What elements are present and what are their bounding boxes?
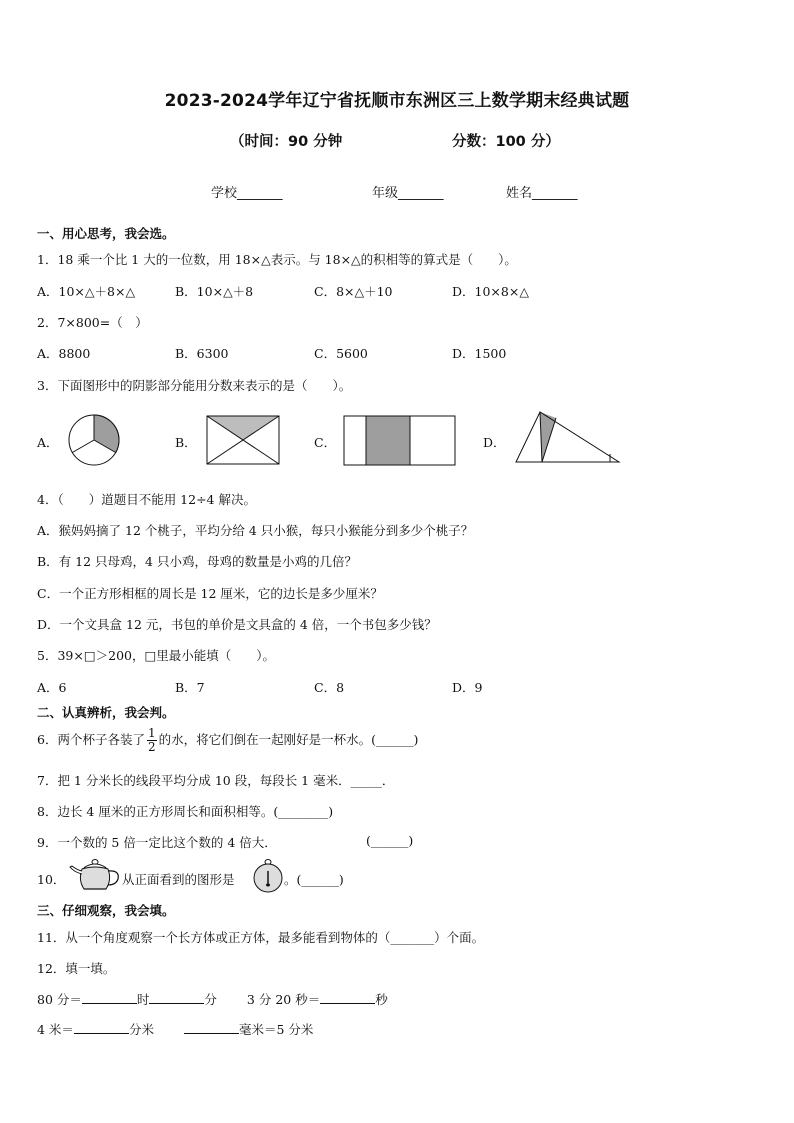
question-9: 9．一个数的 5 倍一定比这个数的 4 倍大． [37, 835, 277, 850]
one-half-fraction [147, 727, 157, 754]
q6-text-after: 的水，将它们倒在一起刚好是一杯水。(______) [158, 732, 419, 747]
section-heading-3: 三、仔细观察，我会填。 [37, 903, 175, 918]
q4-option-c: C．一个正方形相框的周长是 12 厘米，它的边长是多少厘米？ [37, 586, 383, 601]
q6-text-before: 6．两个杯子各装了 [37, 732, 145, 747]
question-1: 1．18 乘一个比 1 大的一位数，用 18×△表示。与 18×△的积相等的算式是（ ）。 [37, 252, 517, 267]
q12-l1-part-a: 80 分＝ [37, 992, 82, 1007]
rectangle-thirds-figure [343, 415, 456, 466]
fill-blank [74, 1020, 129, 1034]
q12-l1-part-e: 秒 [375, 992, 388, 1007]
teapot-side-icon [68, 858, 122, 892]
section-heading-1: 一、用心思考，我会选。 [37, 226, 175, 241]
name-field: 姓名_______ [506, 186, 578, 201]
q12-l2-part-b: 分米 [128, 1022, 154, 1037]
question-5: 5．39×□＞200，□里最小能填（ ）。 [37, 648, 276, 663]
rectangle-diagonals-figure [206, 415, 280, 465]
q5-option-d: D．9 [452, 680, 483, 695]
q5-option-c: C．8 [314, 680, 345, 695]
q3-option-c: C． [314, 435, 337, 450]
q4-option-a: A．猴妈妈摘了 12 个桃子，平均分给 4 只小猴，每只小猴能分到多少个桃子？ [37, 523, 474, 538]
q12-l2-part-a: 4 米＝ [37, 1022, 74, 1037]
fraction-denominator: 2 [147, 740, 156, 754]
q3-option-d: D． [483, 435, 506, 450]
page-title: 2023-2024学年辽宁省抚顺市东洲区三上数学期末经典试题 [164, 91, 630, 111]
school-field: 学校_______ [211, 186, 283, 201]
q2-option-c: C．5600 [314, 346, 368, 361]
question-11: 11．从一个角度观察一个长方体或正方体，最多能看到物体的（_______）个面。 [37, 930, 485, 945]
q1-option-d: D．10×8×△ [452, 284, 529, 299]
question-3: 3．下面图形中的阴影部分能用分数来表示的是（ ）。 [37, 378, 352, 393]
fill-blank [320, 990, 375, 1004]
q2-option-b: B．6300 [175, 346, 229, 361]
q12-l1-part-d: 3 分 20 秒＝ [246, 992, 321, 1007]
fraction-numerator: 1 [147, 726, 156, 740]
q5-option-b: B．7 [175, 680, 205, 695]
q1-option-c: C．8×△＋10 [314, 284, 393, 299]
question-12: 12．填一填。 [37, 961, 116, 976]
question-2: 2．7×800=（ ） [37, 315, 148, 330]
q10-answer-blank: 。(______) [284, 872, 344, 887]
q12-l2-part-c: 毫米＝5 分米 [238, 1022, 314, 1037]
fill-blank [184, 1020, 239, 1034]
q2-option-d: D．1500 [452, 346, 507, 361]
q10-text: 从正面看到的图形是 [122, 872, 235, 887]
exam-score: 分数：100 分） [452, 134, 560, 150]
q12-l1-part-c: 分 [204, 992, 217, 1007]
section-heading-2: 二、认真辨析，我会判。 [37, 705, 175, 720]
exam-time: （时间：90 分钟 [230, 134, 343, 150]
q12-line-1 [37, 990, 388, 1008]
question-4: 4．（ ）道题目不能用 12÷4 解决。 [37, 492, 256, 507]
teapot-front-icon [252, 858, 284, 894]
fill-blank [149, 990, 204, 1004]
question-6 [37, 727, 418, 754]
q10-number: 10． [37, 872, 66, 887]
fill-blank [82, 990, 137, 1004]
q9-answer-blank: (______) [366, 833, 414, 848]
question-7: 7．把 1 分米长的线段平均分成 10 段，每段长 1 毫米．_____． [37, 773, 395, 788]
q12-l1-part-b: 时 [136, 992, 150, 1007]
triangle-figure [514, 410, 621, 464]
q5-option-a: A．6 [37, 680, 67, 695]
question-8: 8．边长 4 厘米的正方形周长和面积相等。(________) [37, 804, 334, 819]
grade-field: 年级_______ [372, 186, 444, 201]
q12-line-2 [37, 1020, 313, 1038]
circle-figure [68, 414, 120, 466]
q1-option-b: B．10×△＋8 [175, 284, 254, 299]
q4-option-d: D．一个文具盒 12 元，书包的单价是文具盒的 4 倍，一个书包多少钱？ [37, 617, 437, 632]
q1-option-a: A．10×△＋8×△ [37, 284, 136, 299]
q4-option-b: B．有 12 只母鸡，4 只小鸡，母鸡的数量是小鸡的几倍？ [37, 554, 357, 569]
q3-option-a: A． [37, 435, 59, 450]
q3-option-b: B． [175, 435, 197, 450]
q2-option-a: A．8800 [37, 346, 91, 361]
